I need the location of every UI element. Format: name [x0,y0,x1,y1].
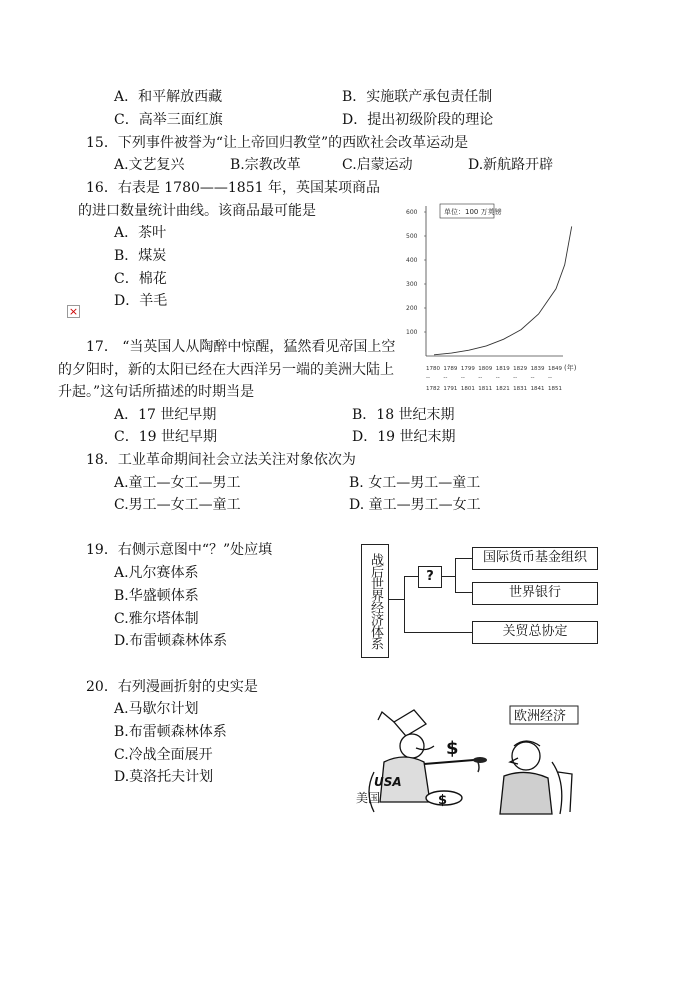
x-tick-label-start: 1819 [495,366,510,372]
x-tick-label-end: 1841 [530,386,545,392]
diagram-imf-box: 国际货币基金组织 [472,547,598,570]
x-tick-label-end: 1831 [513,386,528,392]
q15-option-a: A.文艺复兴 [114,157,185,173]
x-tick-dash: -- [548,375,552,381]
q16-option-c: C．棉花 [114,271,167,287]
q17-option-b: B．18 世纪末期 [352,407,455,423]
x-tick-label-end: 1801 [460,386,475,392]
cartoon-dollar-pot: $ [438,793,448,808]
marshall-plan-cartoon [354,702,580,818]
x-tick-dash: -- [530,375,535,381]
q20-option-b: B.布雷顿森林体系 [114,724,227,740]
q15-option-d: D.新航路开辟 [468,157,554,173]
q16-option-a: A．茶叶 [114,225,167,241]
x-tick-label-end: 1821 [495,386,510,392]
x-tick-dash: -- [478,375,483,381]
q16-option-b: B．煤炭 [114,248,167,264]
diagram-left-box [361,544,389,658]
cartoon-dollar-top: $ [446,738,459,759]
x-tick-label-start: 1780 [426,366,440,372]
broken-image-icon: × [68,305,79,318]
q15-option-c: C.启蒙运动 [342,157,413,173]
diagram-gatt-box: 关贸总协定 [472,621,598,644]
q16-option-d: D．羊毛 [114,293,168,309]
q14-option-b: B．实施联产承包责任制 [342,89,493,105]
x-tick-label-start: 1839 [530,366,545,372]
q17-stem-line3: 升起。”这句话所描述的时期当是 [58,384,255,400]
cartoon-label-usa-cn: 美国 [356,791,381,805]
y-tick-label: 600 [406,209,418,216]
diagram-left-label: 战后世界经济体系 [368,553,383,649]
x-tick-dash: -- [460,375,465,381]
y-tick-label: 500 [406,233,418,240]
q19-option-b: B.华盛顿体系 [114,588,199,604]
q16-stem-line2: 的进口数量统计曲线。该商品最可能是 [78,203,316,219]
x-tick-label-start: 1789 [443,366,458,372]
q18-option-a: A.童工—女工—男工 [114,475,241,491]
q18-option-b: B. 女工—男工—童工 [349,475,481,491]
cartoon-label-usa: USA [374,775,402,789]
q17-option-d: D．19 世纪末期 [352,429,456,445]
x-tick-label-start: 1809 [478,366,493,372]
q16-stem-line1: 16．右表是 1780——1851 年，英国某项商品 [86,180,380,196]
q19-option-c: C.雅尔塔体制 [114,611,199,627]
europe-figure [500,741,572,814]
x-tick-label-end: 1782 [426,386,440,392]
q17-option-c: C．19 世纪早期 [114,429,217,445]
q20-option-a: A.马歇尔计划 [114,701,199,717]
import-line-chart [398,198,598,398]
q20-option-d: D.莫洛托夫计划 [114,769,214,785]
x-tick-dash: -- [495,375,500,381]
q15-stem: 15．下列事件被誉为“让上帝回归教堂”的西欧社会改革运动是 [86,135,469,151]
y-tick-label: 400 [406,257,418,264]
q19-option-d: D.布雷顿森林体系 [114,633,228,649]
y-tick-label: 300 [406,281,418,288]
q17-stem-line1: 17． “当英国人从陶醉中惊醒，猛然看见帝国上空 [86,339,396,355]
x-tick-label-end: 1811 [478,386,493,392]
chart-title: 单位：100 万英镑 [444,208,502,216]
q14-option-a: A．和平解放西藏 [114,89,223,105]
q19-stem: 19．右侧示意图中“？”处应填 [86,542,273,558]
q19-option-a: A.凡尔赛体系 [114,565,199,581]
x-tick-dash: -- [513,375,518,381]
x-tick-label-start: 1849 [548,366,562,372]
cartoon-label-europe: 欧洲经济 [514,709,567,724]
q18-option-c: C.男工—女工—童工 [114,497,241,513]
import-curve [434,226,572,354]
q20-stem: 20．右列漫画折射的史实是 [86,679,258,695]
q18-stem: 18．工业革命期间社会立法关注对象依次为 [86,452,356,468]
q14-option-d: D．提出初级阶段的理论 [342,112,494,128]
x-tick-dash: -- [443,375,448,381]
q20-option-c: C.冷战全面展开 [114,747,213,763]
q17-stem-line2: 的夕阳时，新的太阳已经在大西洋另一端的美洲大陆上 [58,362,394,378]
x-tick-label-start: 1799 [460,366,475,372]
q14-option-c: C．高举三面红旗 [114,112,223,128]
y-tick-label: 200 [406,305,418,312]
q17-option-a: A．17 世纪早期 [114,407,217,423]
q15-option-b: B.宗教改革 [230,157,301,173]
x-tick-label-end: 1851 [548,386,562,392]
q18-option-d: D. 童工—男工—女工 [349,497,481,513]
x-axis-unit: (年) [564,364,577,372]
x-tick-label-start: 1829 [513,366,528,372]
x-tick-dash: -- [426,375,430,381]
diagram-world-bank-box: 世界银行 [472,582,598,605]
diagram-question-box: ? [418,566,442,588]
y-tick-label: 100 [406,329,418,336]
x-tick-label-end: 1791 [443,386,458,392]
